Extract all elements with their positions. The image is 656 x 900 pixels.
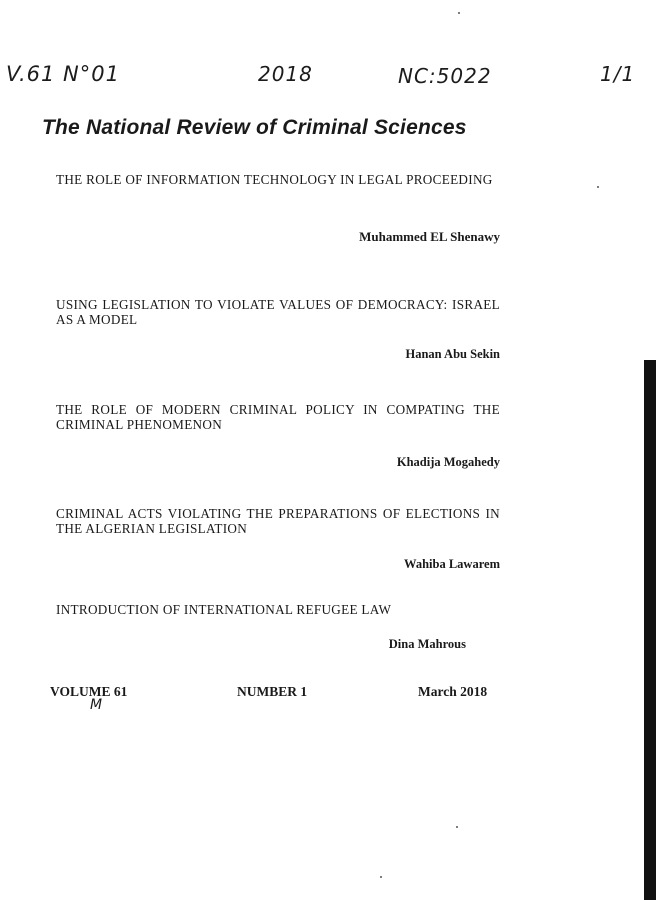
article-author: Hanan Abu Sekin [405,347,500,361]
article-author: Muhammed EL Shenawy [359,229,500,244]
article-title: THE ROLE OF MODERN CRIMINAL POLICY IN COMPATING THE CRIMINAL PHENOMENON [56,402,500,432]
scan-speck [458,12,460,14]
article-author: Dina Mahrous [388,637,466,651]
number-label: NUMBER 1 [237,684,308,699]
scan-speck [380,876,382,878]
scan-edge-shadow [644,360,656,900]
article-title: CRIMINAL ACTS VIOLATING THE PREPARATIONS OF ELECTIONS IN THE ALGERIAN LEGISLATION [56,506,500,536]
article-title: INTRODUCTION OF INTERNATIONAL REFUGEE LAW [56,602,392,617]
scan-speck [456,826,458,828]
handwritten-volume-note: V.61 N°01 [6,62,120,86]
article-title: THE ROLE OF INFORMATION TECHNOLOGY IN LEGAL PROCEEDING [56,172,493,187]
handwritten-volume-mark: M [90,697,104,713]
article-title: USING LEGISLATION TO VIOLATE VALUES OF DEMOCRACY: ISRAEL AS A MODEL [56,297,500,327]
handwritten-year-note: 2018 [258,62,313,86]
handwritten-fraction-note: 1/1 [600,62,636,86]
article-author: Khadija Mogahedy [396,455,500,469]
issue-date: March 2018 [418,684,488,699]
handwritten-code-note: NC:5022 [398,64,492,88]
journal-title: The National Review of Criminal Sciences [42,116,467,139]
scan-speck [597,186,599,188]
volume-label: VOLUME 61 [50,684,128,699]
article-author: Wahiba Lawarem [404,557,500,571]
